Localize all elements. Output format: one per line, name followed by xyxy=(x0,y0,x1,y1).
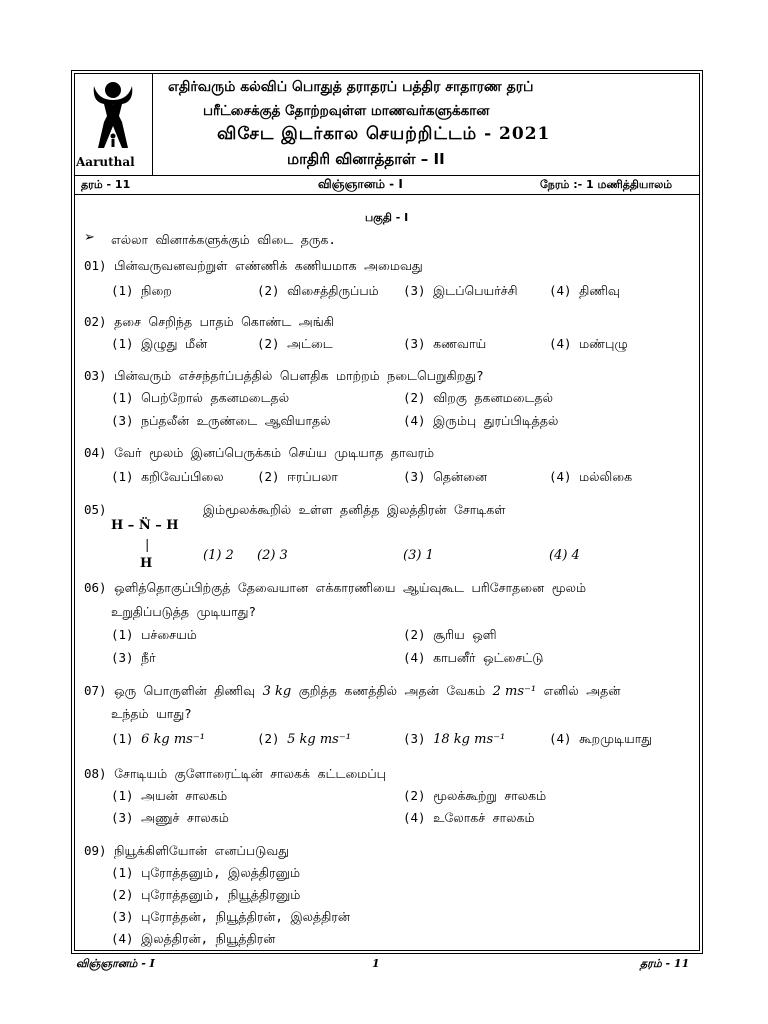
instruction: எல்லா வினாக்களுக்கும் விடை தருக. xyxy=(111,232,336,247)
q06-option-4: (4) காபனீர் ஒட்சைட்டு xyxy=(403,650,544,665)
q08-option-1: (1) அயன் சாலகம் xyxy=(111,788,228,803)
q07-text-a3: எனில் அதன் xyxy=(543,683,621,698)
q01-option-3: (3) இடப்பெயர்ச்சி xyxy=(403,283,518,298)
question-04: 04) வேர் மூலம் இனப்பெருக்கம் செய்ய முடியாத தாவரம் xyxy=(84,445,435,460)
part-heading: பகுதி - I xyxy=(365,211,409,224)
q03-option-4: (4) இரும்பு துரப்பிடித்தல் xyxy=(403,413,559,428)
question-06-text-a: 06) ஒளித்தொகுப்பிற்குத் தேவையான எக்காரணியை ஆய்வுகூட பரிசோதனை மூலம் xyxy=(84,580,587,595)
question-07-line-2: உந்தம் யாது? xyxy=(111,706,192,721)
subject-label: விஞ்ஞானம் - I xyxy=(318,177,403,191)
q07-mass-value: 3 kg xyxy=(262,684,292,699)
q07-option-2-value: 5 kg ms⁻¹ xyxy=(287,732,351,747)
q07-option-4: (4) கூறமுடியாது xyxy=(549,731,653,746)
q08-option-2: (2) மூலக்கூற்று சாலகம் xyxy=(403,788,547,803)
ammonia-structure-top: H – N̈ – H xyxy=(111,518,179,533)
question-02: 02) தசை செறிந்த பாதம் கொண்ட அங்கி xyxy=(84,314,334,329)
q09-option-2: (2) புரோத்தனும், நியூத்திரனும் xyxy=(111,887,301,902)
q07-option-3 xyxy=(403,731,505,747)
q05-option-4: (4) 4 xyxy=(549,548,580,563)
aaruthal-logo-icon xyxy=(82,78,146,158)
q06-option-1: (1) பச்சையம் xyxy=(111,627,197,642)
instruction-arrow-icon: ➢ xyxy=(84,230,95,245)
grade-label: தரம் - 11 xyxy=(81,178,131,191)
time-label: நேரம் :- 1 மணித்தியாலம் xyxy=(540,178,673,191)
q09-option-4: (4) இலத்திரன், நியூத்திரன் xyxy=(111,931,276,946)
q07-option-3-value: 18 kg ms⁻¹ xyxy=(433,732,506,747)
q09-option-3: (3) புரோத்தன், நியூத்திரன், இலத்திரன் xyxy=(111,909,350,924)
q05-option-3: (3) 1 xyxy=(403,548,434,563)
q06-option-2: (2) சூரிய ஒளி xyxy=(403,627,497,642)
question-06-line-1 xyxy=(84,580,665,597)
question-05-number: 05) xyxy=(84,502,107,517)
q07-option-1-value: 6 kg ms⁻¹ xyxy=(141,732,205,747)
q02-option-2: (2) அட்டை xyxy=(257,336,333,351)
q04-option-1: (1) கறிவேப்பிலை xyxy=(111,469,224,484)
q07-option-1 xyxy=(111,731,205,747)
q03-option-1: (1) பெற்றோல் தகனமடைதல் xyxy=(111,390,290,405)
q04-option-3: (3) தென்னை xyxy=(403,469,488,484)
q08-option-4: (4) உலோகச் சாலகம் xyxy=(403,810,535,825)
q07-text-a2: குறித்த கணத்தில் அதன் வேகம் xyxy=(298,683,486,698)
question-09: 09) நியூக்கிளியோன் எனப்படுவது xyxy=(84,843,290,858)
q07-velocity-value: 2 ms⁻¹ xyxy=(492,684,537,699)
q02-option-4: (4) மண்புழு xyxy=(549,336,628,351)
header-rule xyxy=(74,175,700,176)
ammonia-structure-bottom: H xyxy=(140,556,153,571)
question-05: இம்மூலக்கூறில் உள்ள தனித்த இலத்திரன் சோடிகள் xyxy=(203,502,506,517)
header-line-1: எதிர்வரும் கல்விப் பொதுத் தராதரப் பத்திர சாதாரண தரப் xyxy=(168,79,534,95)
question-07-line-1 xyxy=(84,683,620,700)
meta-rule xyxy=(74,194,700,195)
aaruthal-logo xyxy=(82,78,146,158)
footer-page-number: 1 xyxy=(372,957,380,970)
q07-option-1-label: (1) xyxy=(111,731,134,746)
q07-option-2-label: (2) xyxy=(257,731,280,746)
footer-grade: தரம் - 11 xyxy=(640,957,690,970)
q06-option-3: (3) நீர் xyxy=(111,650,156,665)
q04-option-2: (2) ஈரப்பலா xyxy=(257,469,338,484)
question-01: 01) பின்வருவனவற்றுள் எண்ணிக் கணியமாக அமைவது xyxy=(84,258,423,273)
question-06-line-2: உறுதிப்படுத்த முடியாது? xyxy=(111,604,257,619)
q04-option-4: (4) மல்லிகை xyxy=(549,469,633,484)
q05-option-1: (1) 2 xyxy=(203,548,234,563)
footer-subject: விஞ்ஞானம் - I xyxy=(76,957,155,970)
logo-divider xyxy=(152,73,153,175)
q03-option-3: (3) நப்தலீன் உருண்டை ஆவியாதல் xyxy=(111,413,331,428)
logo-text: Aaruthal xyxy=(76,155,135,169)
question-08: 08) சோடியம் குளோரைட்டின் சாலகக் கட்டமைப்பு xyxy=(84,766,386,781)
q09-option-1: (1) புரோத்தனும், இலத்திரனும் xyxy=(111,865,301,880)
question-03: 03) பின்வரும் எச்சந்தர்ப்பத்தில் பௌதிக மாற்றம் நடைபெறுகிறது? xyxy=(84,368,484,383)
q07-option-3-label: (3) xyxy=(403,731,426,746)
q08-option-3: (3) அணுச் சாலகம் xyxy=(111,810,229,825)
ammonia-structure-bond: | xyxy=(145,538,150,553)
q05-option-2: (2) 3 xyxy=(257,548,288,563)
q02-option-1: (1) இழுது மீன் xyxy=(111,336,208,351)
q07-option-2 xyxy=(257,731,351,747)
q03-option-2: (2) விறகு தகனமடைதல் xyxy=(403,390,554,405)
q01-option-2: (2) விசைத்திருப்பம் xyxy=(257,283,379,298)
header-line-2: பரீட்சைக்குத் தோற்றவுள்ள மாணவர்களுக்கான xyxy=(203,103,490,119)
q01-option-1: (1) நிறை xyxy=(111,283,172,298)
header-line-3: விசேட இடர்கால செயற்றிட்டம் - 2021 xyxy=(217,124,551,144)
q01-option-4: (4) திணிவு xyxy=(549,283,620,298)
q02-option-3: (3) கணவாய் xyxy=(403,336,487,351)
paper-title: மாதிரி வினாத்தாள் – II xyxy=(287,150,445,168)
q07-text-a1: 07) ஒரு பொருளின் திணிவு xyxy=(84,683,256,698)
